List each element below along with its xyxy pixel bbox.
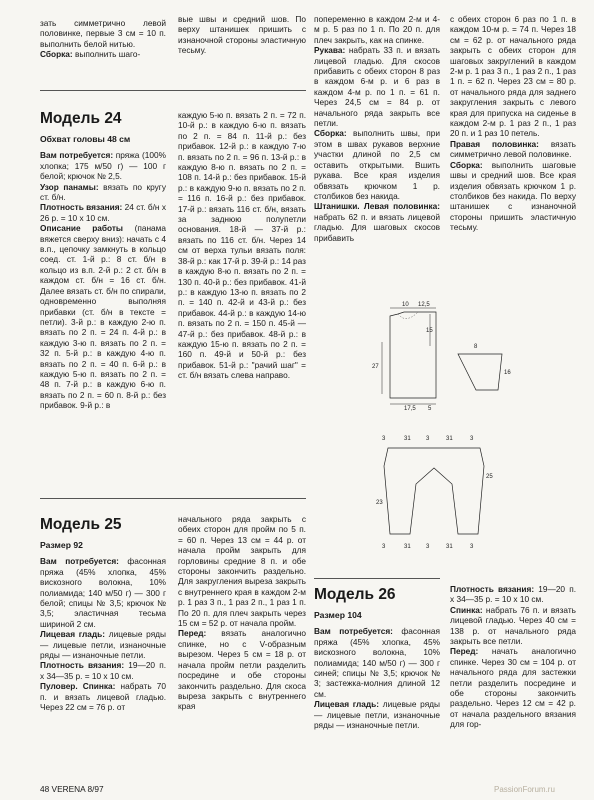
model24-col-2: [178, 110, 306, 490]
paragraph: [450, 160, 576, 233]
model26-title: Модель 26: [314, 586, 396, 603]
paragraph-text: набрать 33 п. и вязать лицевой гладью. Для скосов прибавить с обеих сторон 8 раз в каждом 6-м р. и 6 раз в каждом 4-м р. по 1 п. = 61 п. Через 24,5 см = 84 р. от начального ряда закрыть все петли.: [314, 45, 440, 129]
paragraph-text: вязать симметрично левой половинке.: [450, 138, 576, 160]
pants-bottom-4: 31: [446, 544, 453, 550]
paragraph-text: 19—20 п. х 34—35 р. = 10 х 10 см.: [450, 584, 576, 605]
paragraph-text: выполнить шаговые швы и средний шов. Все края изделия обвязать крючком 1 р. столбиков без накида. По верху штанишек с изнаночной стороны пришить эластичную тесьму.: [450, 159, 576, 233]
pants-outline: [384, 448, 484, 534]
rule-model26: [314, 578, 440, 579]
paragraph: [178, 628, 306, 711]
dim-left: 27: [372, 364, 379, 370]
paragraph-label: Узор панамы:: [40, 181, 99, 192]
paragraph: [178, 110, 306, 381]
pants-top-1: 3: [382, 436, 386, 442]
pants-left: 23: [376, 500, 383, 506]
paragraph: [40, 202, 166, 223]
paragraph-text: набрать 76 п. и вязать лицевой гладью. Через 40 см = 138 р. от начального ряда закрыть все петли.: [450, 604, 576, 647]
paragraph: [450, 14, 576, 139]
paragraph: [40, 629, 166, 660]
dim-bottom-2: 5: [428, 406, 432, 412]
paragraph: [178, 14, 306, 56]
pants-top-5: 3: [470, 436, 474, 442]
paragraph-label: Сборка:: [40, 49, 73, 60]
paragraph-label: Вам потребуется:: [40, 556, 119, 567]
paragraph-text: 19—20 п. х 34—35 р. = 10 х 10 см.: [40, 660, 166, 681]
paragraph: [314, 14, 440, 45]
paragraph-text: фасонная пряжа (45% хлопка, 45% вискозного волокна, 10% полиамида; 140 м/50 г) — 300 г белой; спицы № 3,5; крючок № 3,5; эластичная тесьма шириной 2 см.: [40, 556, 166, 629]
model26-col-1: [314, 586, 440, 786]
dim-top-2: 12,5: [418, 302, 430, 308]
paragraph-text: (панама вяжется сверху вниз): начать с 4 в.п., цепочку замкнуть в кольцо соед. ст. 1-й р.: 8 ст. б/н в кольцо из в.п. 2-й р.: 2 ст. б/н в каждом ст. б/н = 16 ст. б/н. Далее вязать ст. б/н по спирали, одновременно выполняя прибавки (ст. б/н в тексте = петли). 3-й р.: в каждую 2-ю п. вязать по 2 п. = 24 п. 4-й р.: в каждую 3-ю п. вязать по 2 п. = 32 п. 5-й р.: в каждую 4-ю п. вязать по 2 п. = 40 п. 6-й р.: в каждую 5-ю п. вязать по 2 п. = 48 п. 7-й р.: в каждую 6-ю п. вязать по 2 п. = 60 п. 8-й р.: без прибавок. 9-й р.: в: [40, 223, 166, 411]
paragraph-text: зать симметрично левой половинке, первые 3 см = 10 п. выполнить белой нитью.: [40, 18, 166, 49]
model25-col-1: [40, 516, 166, 776]
paragraph-label: Правая половинка:: [450, 138, 539, 149]
rule-model24: [40, 90, 306, 91]
paragraph-text: вые швы и средний шов. По верху штанишек пришить с изнаночной стороны эластичную тесьму.: [178, 14, 306, 56]
model26-col-2: [450, 584, 576, 784]
paragraph: [40, 18, 166, 49]
diagram-sleeve: [446, 340, 516, 400]
paragraph-text: лицевые ряды — лицевые петли, изнаночные ряды — изнаночные петли.: [40, 629, 166, 661]
model24-title: Модель 24: [40, 110, 122, 127]
paragraph-label: Вам потребуется:: [40, 150, 114, 161]
paragraph-text: вязать аналогично спинке, но с V-образным вырезом. Через 5 см = 18 р. от начала пройм петли разделить посредине и обе стороны закончить раздельно. Для скоса выреза закрыть с внутреннего края: [178, 628, 306, 712]
paragraph-text: начального ряда закрыть с обеих сторон для пройм по 5 п. = 60 п. Через 13 см = 44 р. от начала пройм закрыть для горловины средние 8 п. и обе стороны закончить раздельно. Для закругления выреза закрыть с внутреннего края в каждом 2-м р. 1 раз 3 п., 1 раз 2 п., 1 раз 1 п. По 20 п. для плеч закрыть через 15 см = 52 р. от начала пройм.: [178, 514, 306, 629]
paragraph-label: Вам потребуется:: [314, 626, 393, 637]
page-footer: 48 VERENA 8/97: [40, 784, 104, 794]
paragraph: [314, 699, 440, 730]
paragraph-text: с обеих сторон 6 раз по 1 п. в каждом 10-м р. = 74 п. Через 18 см = 62 р. от начального ряда закрыть с обеих сторон для шаговых закруглений в каждом 2-м р. 1 раз 3 п., 1 раз 2 п., 1 раз 1 п. = 62 п. Через 23 см = 80 р. от начального ряда для заднего закругления закрыть с левого края для припуска на сиденье в каждом 2-м р. 1 раз 2 п., 1 раз 20 п. и 1 раз 10 петель.: [450, 14, 576, 139]
model24-col-1: [40, 110, 166, 490]
paragraph-label: Лицевая гладь:: [40, 629, 106, 640]
paragraph-text: фасонная пряжа (45% хлопка, 45% вискозного волокна, 10% полиамида; 140 м/50 г) — 300 г синей; спицы № 3,5; крючок № 3; застежка-молния длиной 12 см.: [314, 626, 440, 699]
paragraph: [40, 182, 166, 203]
paragraph-label: Рукава:: [314, 45, 346, 56]
paragraph: [40, 556, 166, 629]
paragraph-label: Штанишки. Левая половинка:: [314, 201, 440, 212]
paragraph-label: Сборка:: [450, 159, 483, 170]
pants-top-3: 3: [426, 436, 430, 442]
model25-title: Модель 25: [40, 516, 122, 533]
model25-subtitle: Размер 92: [40, 540, 83, 550]
top-col-1: [40, 18, 166, 60]
paragraph-label: Лицевая гладь:: [314, 699, 380, 710]
pants-top-4: 31: [446, 436, 453, 442]
paragraph: [450, 584, 576, 605]
sleeve-dim-right: 16: [504, 370, 511, 376]
paragraph: [314, 626, 440, 699]
paragraph-text: пряжа (100% хлопка; 175 м/50 г) — 100 г белой; крючок № 2,5.: [40, 150, 166, 182]
pants-bottom-2: 31: [404, 544, 411, 550]
paragraph-text: набрать 62 п. и вязать лицевой гладью. Для шаговых скосов прибавить: [314, 211, 440, 243]
paragraph-text: набрать 70 п. и вязать лицевой гладью. Через 22 см = 76 р. от: [40, 681, 166, 713]
paragraph: [40, 681, 166, 712]
model25-col-2: [178, 514, 306, 784]
top-col-4: [450, 14, 576, 233]
sleeve-outline: [458, 354, 502, 390]
pants-bottom-1: 3: [382, 544, 386, 550]
paragraph-text: 24 ст. б/н х 26 р. = 10 х 10 см.: [40, 202, 166, 223]
top-col-3: [314, 14, 440, 243]
model26-subtitle: Размер 104: [314, 610, 362, 620]
paragraph-label: Пуловер. Спинка:: [40, 681, 116, 692]
paragraph: [40, 49, 166, 59]
dim-bottom-1: 17,5: [404, 406, 416, 412]
paragraph: [314, 201, 440, 243]
pants-bottom-3: 3: [426, 544, 430, 550]
sleeve-dim-top: 8: [474, 344, 478, 350]
paragraph-label: Перед:: [450, 646, 479, 657]
top-col-2: [178, 14, 306, 56]
paragraph-text: вязать по кругу ст. б/н.: [40, 181, 166, 203]
model24-subtitle: Обхват головы 48 см: [40, 134, 131, 144]
paragraph-text: выполнить швы, при этом в швах рукавов верхние участки длиной по 2,5 см оставить открытыми. Вшить рукава. Все края изделия обвязать крючком 1 р. столбиков без накида.: [314, 128, 440, 201]
diagram-pants: [368, 434, 498, 554]
paragraph: [450, 605, 576, 647]
paragraph-text: лицевые ряды — лицевые петли, изнаночные ряды — изнаночные петли.: [314, 699, 440, 731]
pants-bottom-5: 3: [470, 544, 474, 550]
paragraph-label: Сборка:: [314, 128, 347, 139]
paragraph-text: каждую 5-ю п. вязать 2 п. = 72 п. 10-й р.: в каждую 6-ю п. вязать по 2 п. = 84 п. 11-й р.: без прибавок. 12-й р.: в каждую 7-ю п. вязать по 2 п. = 96 п. 13-й р.: в каждую 8-ю п. вязать по 2 п. = 108 п. 14-й р.: без прибавок. 15-й р.: в каждую 9-ю п. вязать по 2 п. = 116 п. 16-й р.: без прибавок. 17-й р.: вязать 116 ст. б/н, вязать за заднюю полупетли основания. 18-й — 37-й р.: вязать по 116 ст. б/н. Через 14 см от верха тульи вязать поля: 38-й р.: как 17-й р. 39-й р.: 14 раз в каждую 8-ю п. вязать по 2 п. = 130 п. 40-й р.: без прибавок. 41-й р.: в каждую 13-ю п. вязать по 2 п. = 140 п. 42-й и 43-й р.: без прибавок. 44-й р.: в каждую 14-ю п. вязать по 2 п. = 150 п. 45-й — 47-й р.: без прибавок. 48-й р.: в каждую 15-ю п. вязать по 2 п. = 160 п. 49-й и 50-й р.: без прибавок. 51-й р.: "рачий шаг" = ст. б/н вязать слева направо.: [178, 110, 306, 381]
paragraph: [40, 660, 166, 681]
paragraph: [314, 128, 440, 201]
front-piece-outline: [390, 312, 436, 398]
dim-right: 15: [426, 328, 433, 334]
paragraph-text: выполнить шаго-: [72, 49, 141, 60]
paragraph: [450, 139, 576, 160]
paragraph: [450, 646, 576, 729]
paragraph: [178, 514, 306, 628]
paragraph-label: Спинка:: [450, 604, 483, 615]
paragraph: [314, 45, 440, 128]
paragraph-label: Описание работы: [40, 223, 124, 234]
rule-model25: [40, 498, 306, 499]
paragraph-text: попеременно в каждом 2-м и 4-м р. 5 раз по 1 п. По 20 п. для плеч закрыть, как на спинке.: [314, 14, 440, 45]
pants-top-2: 31: [404, 436, 411, 442]
paragraph-label: Плотность вязания:: [450, 584, 535, 594]
paragraph-text: начать аналогично спинке. Через 30 см = 104 р. от начального ряда для застежки петли разделить посредине и обе стороны закончить раздельно. Через 12 см = 42 р. от начала раздельного вязания для гор-: [450, 646, 576, 730]
dim-top-1: 10: [402, 302, 409, 308]
paragraph: [40, 223, 166, 410]
paragraph-label: Перед:: [178, 628, 207, 639]
paragraph-label: Плотность вязания:: [40, 660, 125, 671]
pants-right: 25: [486, 474, 493, 480]
watermark: PassionForum.ru: [494, 785, 555, 794]
paragraph: [40, 150, 166, 181]
paragraph-label: Плотность вязания:: [40, 202, 123, 213]
